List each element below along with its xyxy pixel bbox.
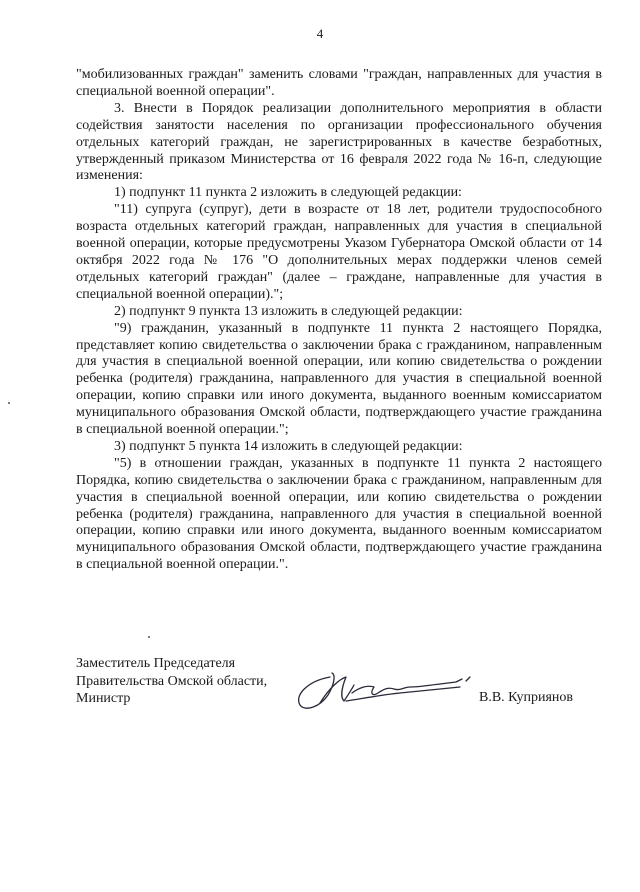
signature-stroke [466,677,470,681]
handwritten-signature [290,665,475,715]
scan-speck [148,636,150,638]
paragraph: "11) супруга (супруг), дети в возрасте от 18 лет, родители трудоспособного возраста отдельных категорий граждан, направленных для участия в специальной военной операции, которые предусмотрены Указом Губернатора Омской области от 14 октября 2022 года № 176 "О дополнительных мерах поддержки членов семей отдельных категорий граждан" (далее – граждане, направленные для участия в специальной военной операции)."; [76,202,602,302]
signatory-title-line: Министр [76,691,131,706]
paragraph: 3) подпункт 5 пункта 14 изложить в следующей редакции: [114,438,463,454]
signatory-title-line: Правительства Омской области, [76,673,268,689]
signatory-name: В.В. Куприянов [479,690,573,705]
signatory-title [76,655,267,708]
paragraph: 2) подпункт 9 пункта 13 изложить в следующей редакции: [114,303,463,319]
paragraph: "9) гражданин, указанный в подпункте 11 пункта 2 настоящего Порядка, представляет копию свидетельства о заключении брака с гражданином, направленным для участия в специальной военной операции, или копию свидетельства о рождении ребенка (родителя) гражданина, направленного для участия в специальной военной операции, копию справки или иного документа, выданного военным комиссариатом муниципального образования Омской области, подтверждающего участие гражданина в специальной военной операции."; [76,320,602,438]
document-body [76,67,602,574]
page-number: 4 [316,26,324,41]
paragraph: "5) в отношении граждан, указанных в подпункте 11 пункта 2 настоящего Порядка, копию свидетельства о заключении брака с гражданином, направленным для участия в специальной военной операции, или копию свидетельства о рождении ребенка (родителя) гражданина, направленного для участия в специальной военной операции, копию справки или иного документа, выданного военным комиссариатом муниципального образования Омской области, подтверждающего участие гражданина в специальной военной операции.". [76,455,602,573]
scan-speck [8,402,10,404]
signature-stroke [440,679,462,684]
paragraph: "мобилизованных граждан" заменить словами "граждан, направленных для участия в специальной военной операции". [76,67,602,99]
signatory-title-line: Заместитель Председателя [76,656,236,671]
paragraph: 1) подпункт 11 пункта 2 изложить в следующей редакции: [114,185,462,201]
paragraph: 3. Внести в Порядок реализации дополнительного мероприятия в области содействия занятости населения по организации профессионального обучения отдельных категорий граждан, не зарегистрированных в качестве безработных, утвержденный приказом Министерства от 16 февраля 2022 года № 16-п, следующие изменения: [76,100,602,184]
